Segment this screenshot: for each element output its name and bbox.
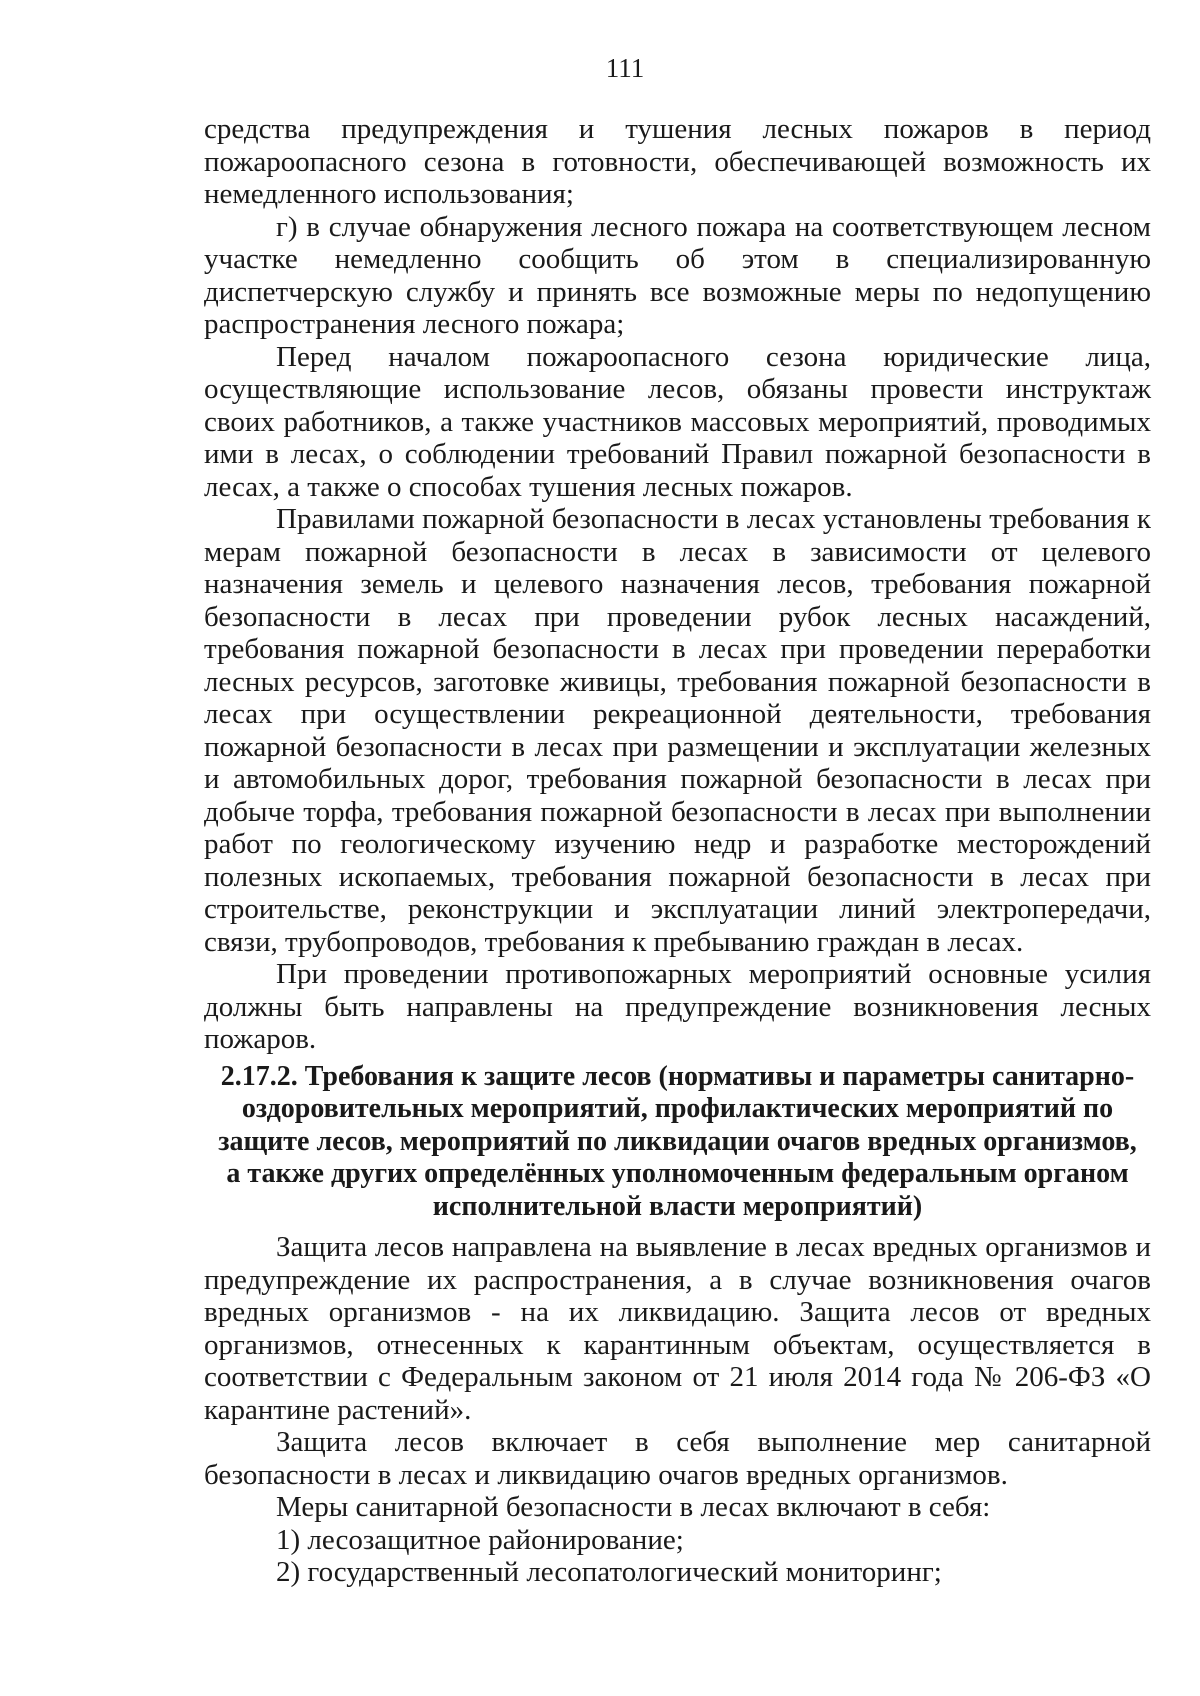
section-heading-line: исполнительной власти мероприятий) [432,1190,923,1222]
list-item: 2) государственный лесопатологический мониторинг; [276,1556,942,1588]
section-heading-line: защите лесов, мероприятий по ликвидации очагов вредных организмов, [218,1125,1137,1157]
paragraph-fire-safety-rules: Правилами пожарной безопасности в лесах установлены требования к мерам пожарной безопасности в лесах в зависимости от целевого назначения земель и целевого назначения лесов, требования пожарной безопасности в лесах при проведении рубок лесных насаждений, требования пожарной безопасности в лесах при проведении переработки лесных ресурсов, заготовке живицы, требования пожарной безопасности в лесах при осуществлении рекреационной деятельности, требования пожарной безопасности в лесах при размещении и эксплуатации железных и автомобильных дорог, требования пожарной безопасности в лесах при добыче торфа, требования пожарной безопасности в лесах при выполнении работ по геологическому изучению недр и разработке месторождений полезных ископаемых, требования пожарной безопасности в лесах при строительстве, реконструкции и эксплуатации линий электропередачи, связи, трубопроводов, требования к пребыванию граждан в лесах. [204,503,1151,958]
list-item: 1) лесозащитное районирование; [276,1523,684,1556]
page-content [204,113,1151,1589]
section-heading-line: оздоровительных мероприятий, профилактических мероприятий по [241,1093,1114,1124]
section-heading-line: а также других определённых уполномоченным федеральным органом [226,1158,1129,1189]
paragraph-fire-report: г) в случае обнаружения лесного пожара на соответствующем лесном участке немедленно сообщить об этом в специализированную диспетчерскую службу и принять все возможные меры по недопущению распространения лесного пожара; [204,210,1151,340]
paragraph-fire-season-briefing: Перед началом пожароопасного сезона юридические лица, осуществляющие использование лесов, обязаны провести инструктаж своих работников, а также участников массовых мероприятий, проводимых ими в лесах, о соблюдении требований Правил пожарной безопасности в лесах, а также о способах тушения лесных пожаров. [204,340,1151,503]
page-number: 111 [605,53,645,83]
paragraph-fire-prevention-focus: При проведении противопожарных мероприятий основные усилия должны быть направлены на предупреждение возникновения лесных пожаров. [204,958,1151,1055]
paragraph-fire-equipment: средства предупреждения и тушения лесных пожаров в период пожароопасного сезона в готовности, обеспечивающей возможность их немедленного использования; [204,113,1151,210]
paragraph-forest-protection-scope: Защита лесов включает в себя выполнение мер санитарной безопасности в лесах и ликвидацию очагов вредных организмов. [204,1426,1151,1491]
section-heading-line: 2.17.2. Требования к защите лесов (нормативы и параметры санитарно- [220,1060,1135,1092]
section-heading-forest-protection [204,1061,1151,1224]
list-intro: Меры санитарной безопасности в лесах включают в себя: [276,1491,991,1523]
paragraph-forest-protection-purpose: Защита лесов направлена на выявление в лесах вредных организмов и предупреждение их распространения, а в случае возникновения очагов вредных организмов - на их ликвидацию. Защита лесов от вредных организмов, отнесенных к карантинным объектам, осуществляется в соответствии с Федеральным законом от 21 июля 2014 года № 206-ФЗ «О карантине растений». [204,1231,1151,1426]
